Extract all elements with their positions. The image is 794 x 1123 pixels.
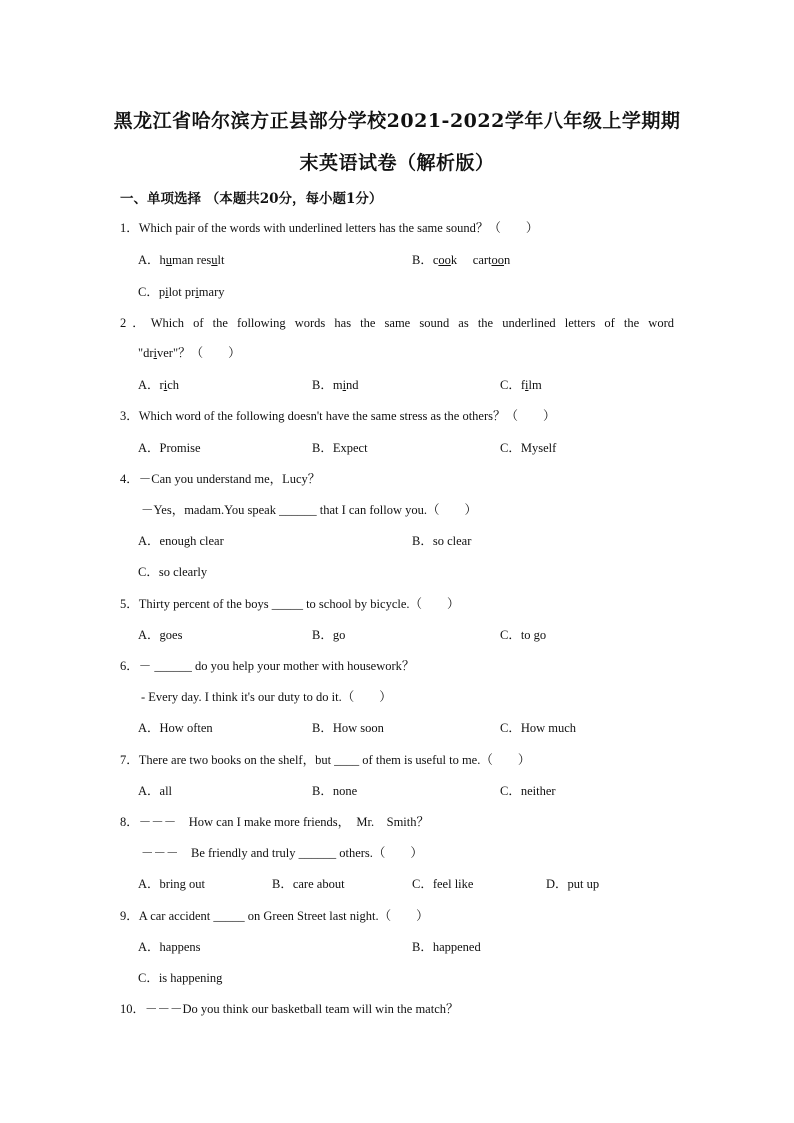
question-7-option-b: B．none (312, 784, 358, 798)
question-2-stem-line1: 2．Which of the following words has the same sound as the underlined letters of the word (120, 316, 674, 330)
question-1-option-c: C．pilot primary (138, 285, 225, 299)
question-4-option-a: A．enough clear (138, 534, 224, 548)
question-8-option-d: D．put up (546, 877, 600, 891)
question-8-stem: 8．－－－ How can I make more friends， Mr. Smith？ (120, 815, 429, 829)
question-1-stem: 1．Which pair of the words with underlined letters has the same sound？（ ） (120, 221, 539, 235)
question-1-option-a: A．human result (138, 253, 225, 267)
question-9-option-b: B．happened (412, 940, 481, 954)
question-6-stem: 6．－ ______ do you help your mother with housework？ (120, 659, 415, 673)
question-6-option-c: C．How much (500, 721, 577, 735)
question-5-option-b: B．go (312, 628, 346, 642)
question-6-option-b: B．How soon (312, 721, 384, 735)
question-9-option-a: A．happens (138, 940, 201, 954)
question-4-stem: 4．－Can you understand me，Lucy？ (120, 472, 321, 486)
question-3-option-b: B．Expect (312, 441, 368, 455)
question-3-option-a: A．Promise (138, 441, 201, 455)
question-2-option-c: C．film (500, 378, 542, 392)
question-9-stem: 9．A car accident _____ on Green Street last night.（ ） (120, 909, 429, 923)
question-8-option-c: C．feel like (412, 877, 474, 891)
question-5-stem: 5．Thirty percent of the boys _____ to school by bicycle.（ ） (120, 597, 460, 611)
question-2-option-a: A．rich (138, 378, 179, 392)
question-7-option-a: A．all (138, 784, 173, 798)
question-7-option-c: C．neither (500, 784, 556, 798)
question-7-stem: 7．There are two books on the shelf，but ____ of them is useful to me.（ ） (120, 753, 531, 767)
question-4-option-c: C．so clearly (138, 565, 208, 579)
page-title-line2: 末英语试卷（解析版） (299, 152, 495, 174)
question-6-stem-reply: - Every day. I think it's our duty to do it.（ ） (141, 690, 392, 704)
question-3-option-c: C．Myself (500, 441, 557, 455)
section-heading: 一、单项选择 （本题共20分，每小题1分） (120, 191, 383, 207)
question-1-option-b: B．cook cartoon (412, 253, 511, 267)
question-9-option-c: C．is happening (138, 971, 223, 985)
question-4-option-b: B．so clear (412, 534, 472, 548)
question-2-option-b: B．mind (312, 378, 359, 392)
question-5-option-a: A．goes (138, 628, 183, 642)
question-2-stem-line2: "driver"？（ ） (138, 346, 241, 360)
question-8-option-a: A．bring out (138, 877, 206, 891)
question-6-option-a: A．How often (138, 721, 213, 735)
question-8-stem-reply: －－－ Be friendly and truly ______ others.（ ） (141, 846, 423, 860)
question-8-option-b: B．care about (272, 877, 345, 891)
question-4-stem-reply: －Yes，madam.You speak ______ that I can follow you.（ ） (141, 503, 477, 517)
question-10-stem: 10．－－－Do you think our basketball team will win the match？ (120, 1002, 459, 1016)
question-3-stem: 3．Which word of the following doesn't have the same stress as the others？（ ） (120, 409, 556, 423)
question-5-option-c: C．to go (500, 628, 547, 642)
page-title-line1: 黑龙江省哈尔滨方正县部分学校2021-2022学年八年级上学期期 (113, 110, 681, 132)
